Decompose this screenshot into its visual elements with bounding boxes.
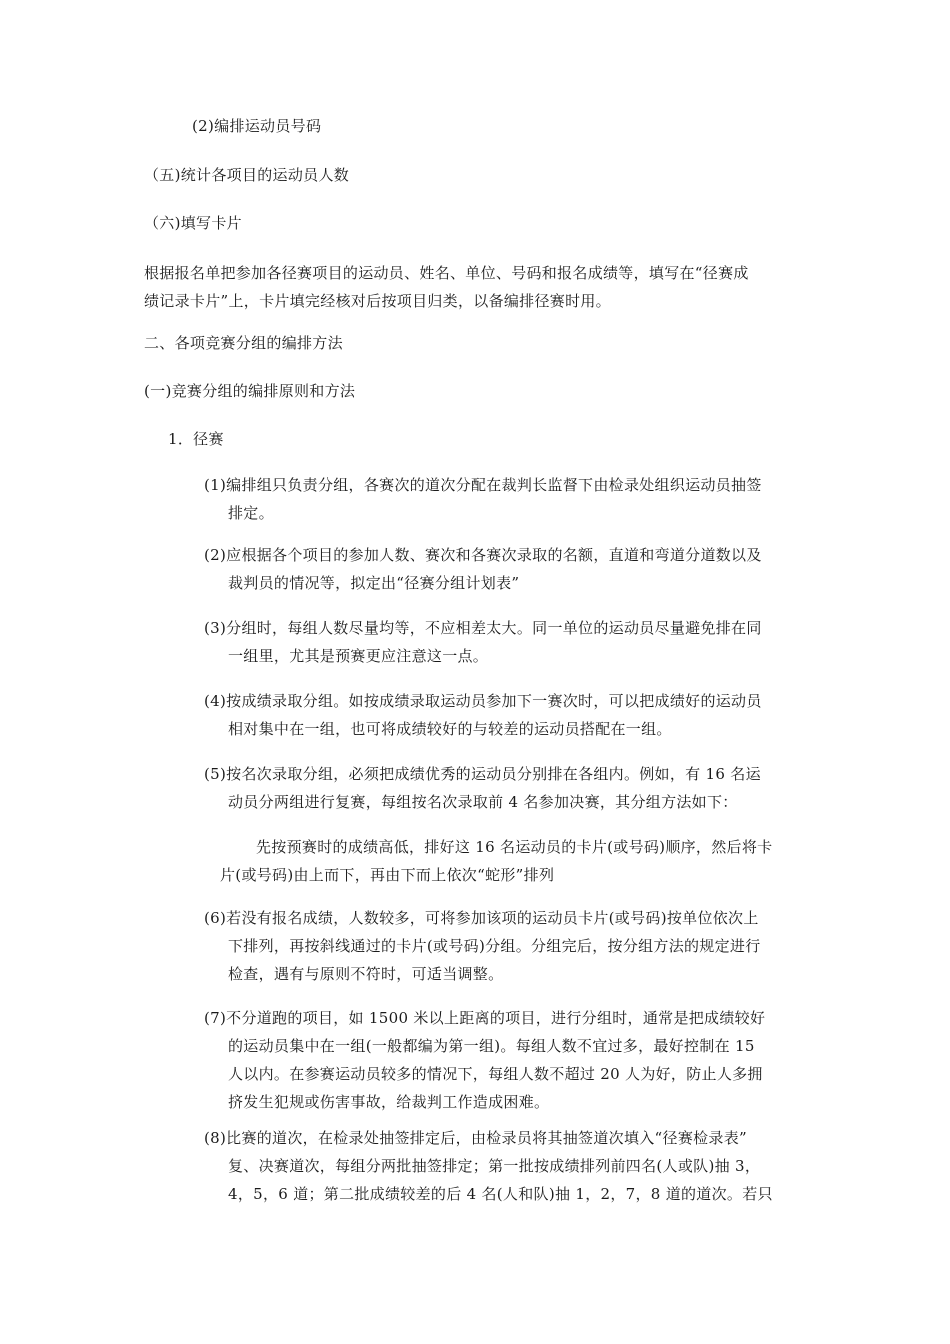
rule-line: 的运动员集中在一组(一般都编为第一组)。每组人数不宜过多，最好控制在 15	[228, 1037, 755, 1055]
rule-5	[204, 760, 761, 816]
rule-line: (7)不分道跑的项目，如 1500 米以上距离的项目，进行分组时，通常是把成绩较好	[204, 1009, 766, 1027]
rule-2	[204, 541, 762, 597]
rule-line: 下排列，再按斜线通过的卡片(或号码)分组。分组完后，按分组方法的规定进行	[228, 937, 761, 955]
rule-line: 动员分两组进行复赛，每组按名次录取前 4 名参加决赛，其分组方法如下：	[228, 793, 738, 811]
note-line: 片(或号码)由上而下，再由下而上依次“蛇形”排列	[220, 866, 555, 884]
rule-line: (3)分组时，每组人数尽量均等，不应相差太大。同一单位的运动员尽量避免排在同	[204, 619, 762, 637]
rule-line: 裁判员的情况等，拟定出“径赛分组计划表”	[228, 574, 520, 592]
rule-line: 4，5，6 道；第二批成绩较差的后 4 名(人和队)抽 1，2，7，8 道的道次。若只	[228, 1185, 773, 1203]
rule-line: 复、决赛道次，每组分两批抽签排定；第一批按成绩排列前四名(人或队)抽 3，	[228, 1157, 761, 1175]
rule-line: 挤发生犯规或伤害事故，给裁判工作造成困难。	[228, 1093, 550, 1111]
rule-4	[204, 687, 762, 743]
item-heading-track: 1．径赛	[168, 430, 224, 448]
subsection-heading-principles: (一)竞赛分组的编排原则和方法	[144, 382, 356, 400]
rule-line: 一组里，尤其是预赛更应注意这一点。	[228, 647, 489, 665]
paragraph-line: 绩记录卡片”上，卡片填完经核对后按项目归类，以备编排径赛时用。	[144, 292, 611, 310]
rule-1	[204, 471, 762, 527]
note-line: 先按预赛时的成绩高低，排好这 16 名运动员的卡片(或号码)顺序，然后将卡	[256, 838, 773, 856]
paragraph-line: 根据报名单把参加各径赛项目的运动员、姓名、单位、号码和报名成绩等，填写在“径赛成	[144, 264, 749, 282]
rule-line: 检查，遇有与原则不符时，可适当调整。	[228, 965, 504, 983]
subitem-assign-numbers: (2)编排运动员号码	[192, 117, 322, 135]
section-heading-grouping: 二、各项竞赛分组的编排方法	[144, 334, 343, 352]
rule-line: (6)若没有报名成绩，人数较多，可将参加该项的运动员卡片(或号码)按单位依次上	[204, 909, 759, 927]
heading-count-athletes: （五)统计各项目的运动员人数	[144, 166, 350, 184]
rule-5-note	[220, 833, 772, 889]
rule-7	[204, 1004, 765, 1116]
paragraph-fill-cards	[144, 259, 749, 315]
rule-line: 相对集中在一组，也可将成绩较好的与较差的运动员搭配在一组。	[228, 720, 672, 738]
rule-line: (4)按成绩录取分组。如按成绩录取运动员参加下一赛次时，可以把成绩好的运动员	[204, 692, 762, 710]
heading-fill-cards: （六)填写卡片	[144, 214, 242, 232]
rule-3	[204, 614, 762, 670]
rule-8	[204, 1124, 773, 1208]
rule-6	[204, 904, 761, 988]
rule-line: (2)应根据各个项目的参加人数、赛次和各赛次录取的名额，直道和弯道分道数以及	[204, 546, 762, 564]
rule-line: (8)比赛的道次，在检录处抽签排定后，由检录员将其抽签道次填入“径赛检录表”	[204, 1129, 747, 1147]
rule-line: 排定。	[228, 504, 274, 522]
rule-line: (5)按名次录取分组，必须把成绩优秀的运动员分别排在各组内。例如，有 16 名运	[204, 765, 761, 783]
rule-line: 人以内。在参赛运动员较多的情况下，每组人数不超过 20 人为好，防止人多拥	[228, 1065, 763, 1083]
rule-line: (1)编排组只负责分组，各赛次的道次分配在裁判长监督下由检录处组织运动员抽签	[204, 476, 762, 494]
